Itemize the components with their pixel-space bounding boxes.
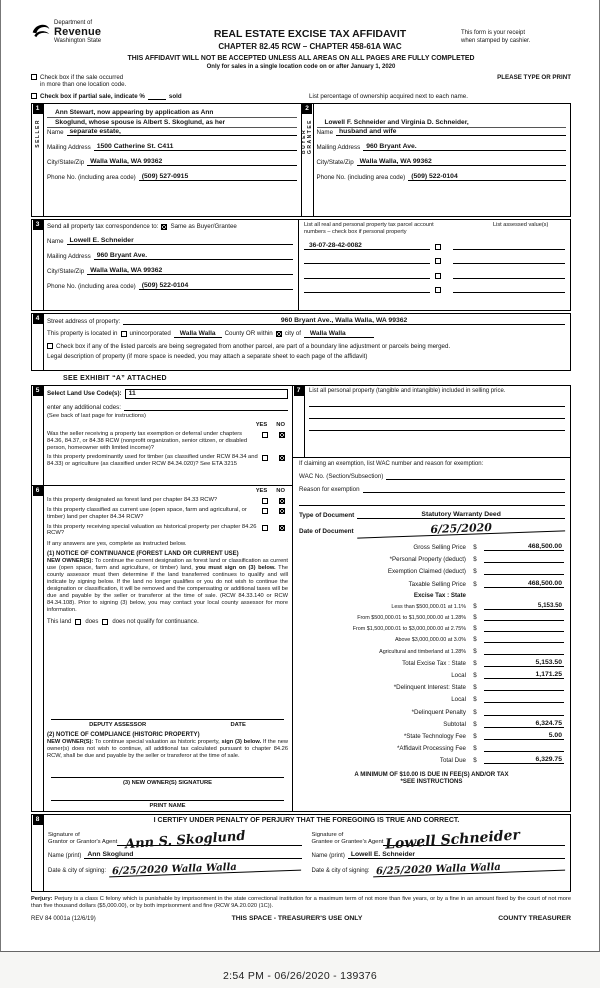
dollar-sign: $ [473, 720, 477, 728]
form-revision: REV 84 0001a (12/6/19) [31, 915, 96, 922]
total-row [299, 744, 564, 752]
grantor-date-city-field[interactable]: 6/25/2020 Walla Walla [109, 861, 302, 878]
section3-tab: 3 [33, 220, 43, 230]
grantee-print-field[interactable]: Lowell E. Schneider [348, 851, 565, 859]
seller-side-label: SELLER [34, 118, 41, 148]
dollar-sign: $ [473, 544, 477, 552]
doc-type-field[interactable]: Statutory Warranty Deed [357, 511, 565, 519]
agency-state: Washington State [54, 38, 102, 44]
additional-codes-field[interactable] [124, 403, 288, 411]
new-owner-signature-label: (3) NEW OWNER(S) SIGNATURE [122, 779, 213, 786]
seller-name-field[interactable]: separate estate, [67, 128, 297, 136]
form-title: REAL ESTATE EXCISE TAX AFFIDAVIT [213, 28, 407, 40]
treasurer-space-label: THIS SPACE - TREASURER'S USE ONLY [231, 915, 363, 923]
money-value-field[interactable] [484, 555, 564, 563]
section7-rail [293, 386, 305, 457]
yes-checkbox[interactable] [262, 498, 268, 504]
see-instructions-note: *SEE INSTRUCTIONS [400, 778, 463, 786]
doc-date-field[interactable]: 6/25/2020 [357, 520, 566, 538]
assessed-value-field[interactable] [453, 256, 565, 264]
total-value-field[interactable]: 1,171.25 [484, 671, 564, 679]
county-or-label: County OR within [224, 330, 273, 338]
additional-codes-label: enter any additional codes: [47, 403, 121, 411]
no-checkbox[interactable] [279, 508, 285, 514]
total-label: Local [451, 696, 466, 704]
reason-label: Reason for exemption [299, 485, 360, 493]
wac-field[interactable] [386, 472, 565, 480]
receipt-note-line1: This form is your receipt [461, 30, 526, 36]
tier-row [299, 635, 564, 643]
seller-name-line2[interactable]: Skoglund, whose spouse is Albert S. Skoglund, as her [47, 118, 297, 128]
assessed-value-field[interactable] [453, 285, 565, 293]
tier-value-field[interactable] [484, 647, 564, 655]
street-address-label: Street address of property: [47, 317, 121, 325]
grantee-signature-block [311, 824, 566, 878]
seller-section [32, 104, 301, 216]
personal-property-checkbox[interactable] [435, 258, 441, 264]
buyer-mailing-field[interactable]: 960 Bryant Ave. [363, 143, 566, 151]
single-location-note: Only for sales in a single location code on or after January 1, 2020 [206, 64, 396, 70]
money-value-field[interactable]: 468,500.00 [484, 580, 564, 588]
total-value-field[interactable]: 6,324.75 [484, 720, 564, 728]
tier-value-field[interactable] [484, 613, 564, 621]
money-label: Exemption Claimed (deduct) [387, 568, 466, 576]
seller-name-area [47, 105, 297, 136]
yes-header: YES [255, 487, 268, 494]
personal-property-line[interactable] [309, 407, 565, 419]
tier-label: Less than $500,000.01 at 1.1% [391, 603, 466, 610]
section8-tab: 8 [33, 815, 43, 825]
total-value-field[interactable] [484, 683, 564, 691]
land-use-label: Select Land Use Code(s): [47, 390, 122, 398]
grantee-signature-label: Signature of Grantee or Grantee's Agent [311, 831, 384, 845]
section7-tab: 7 [294, 386, 304, 396]
personal-property-checkbox[interactable] [435, 244, 441, 250]
receipt-note [461, 20, 571, 46]
grantor-signature: Ann S. Skoglund [124, 828, 247, 853]
parcel-header: List all real and personal property tax parcel account numbers – check box if personal property [304, 221, 434, 235]
buyer-section [301, 104, 571, 216]
see-back-note: (See back of last page for instructions) [47, 412, 146, 419]
corr-mailing-label: Mailing Address [47, 252, 91, 260]
wac-label: WAC No. (Section/Subsection) [299, 472, 384, 480]
partial-sale-percent-field[interactable] [148, 93, 166, 100]
tier-row [299, 647, 564, 655]
land-use-section [31, 385, 293, 486]
doc-date-label: Date of Document [299, 527, 354, 535]
yes-checkbox[interactable] [262, 525, 268, 531]
partial-sale-checkbox[interactable] [31, 93, 37, 99]
buyer-mailing-label: Mailing Address [316, 143, 361, 151]
yes-header: YES [255, 421, 268, 428]
money-label: *Personal Property (deduct) [389, 556, 466, 564]
total-label: *State Technology Fee [403, 732, 466, 740]
corr-phone-field[interactable]: (509) 522-0104 [139, 282, 293, 290]
no-header: NO [276, 421, 285, 428]
question-row [47, 507, 288, 521]
dollar-sign: $ [473, 625, 477, 633]
parties-section [31, 103, 571, 217]
dollar-sign: $ [473, 659, 477, 667]
reason-extra-line[interactable] [299, 498, 565, 506]
same-as-buyer-checkbox[interactable] [161, 224, 167, 230]
county-name-field[interactable]: Walla Walla [174, 330, 222, 338]
dollar-sign: $ [473, 602, 477, 610]
does-label: does [85, 618, 99, 625]
corr-name-label: Name [47, 237, 64, 245]
reason-field[interactable] [363, 485, 565, 493]
dor-logo [31, 20, 159, 44]
question-text: Is this property designated as forest land per chapter 84.33 RCW? [47, 496, 218, 503]
grantor-signature-label: Signature of Grantor or Grantor's Agent [48, 831, 118, 845]
tier-label: Agricultural and timberland at 1.28% [379, 648, 466, 655]
unincorporated-checkbox[interactable] [121, 331, 127, 337]
buyer-phone-field[interactable]: (509) 522-0104 [408, 173, 566, 181]
grantor-print-field[interactable]: Ann Skoglund [84, 851, 301, 859]
this-land-label: This land [47, 618, 72, 625]
buyer-city-label: City/State/Zip [316, 158, 354, 166]
dollar-sign: $ [473, 732, 477, 740]
notice2-body: NEW OWNER(S): To continue special valuation as historic property, sign (3) below. If the new owner(s) does not wish to continue, all additional tax calculated pursuant to chapter 84.26 RCW, shall be due and payable by the seller or transferor at the time of sale. [47, 739, 289, 759]
parcel-row [304, 256, 565, 264]
total-value-field[interactable]: 6,329.75 [484, 756, 564, 764]
exemption-header: If claiming an exemption, list WAC number and reason for exemption: [299, 460, 484, 467]
located-in-label: This property is located in [47, 330, 118, 338]
exemption-block [293, 458, 570, 506]
parcel-number-field[interactable] [304, 285, 430, 293]
parcel-number-field[interactable]: 36-07-28-42-0082 [304, 242, 430, 250]
question-text: Is this property receiving special valuation as historical property per chapter 84.26 RCW? [47, 523, 257, 537]
receipt-note-line2: when stamped by cashier. [461, 37, 531, 44]
street-address-field[interactable]: 960 Bryant Ave., Walla Walla, WA 99362 [123, 317, 565, 325]
multi-location-checkbox[interactable] [31, 74, 37, 80]
partial-sale-label: Check box if partial sale, indicate % [40, 92, 145, 100]
section4-tab: 4 [33, 314, 43, 324]
total-label: Total Excise Tax : State [402, 659, 466, 667]
parcel-list [298, 220, 570, 310]
money-label: Taxable Selling Price [408, 580, 466, 588]
deputy-assessor-signature-line[interactable] [51, 710, 284, 720]
print-name-label: PRINT NAME [149, 802, 186, 809]
question-row [47, 497, 288, 504]
no-checkbox[interactable] [279, 525, 285, 531]
total-label: *Delinquent Penalty [411, 708, 466, 716]
grantee-print-label: Name (print) [311, 852, 345, 859]
buyer-name-line1[interactable]: Lowell F. Schneider and Virginia D. Schneider, [317, 118, 567, 128]
partial-sale-sold-label: sold [168, 92, 182, 100]
city-name-field[interactable]: Walla Walla [304, 330, 374, 338]
tier-row [299, 624, 564, 632]
total-value-field[interactable]: 5,153.50 [484, 659, 564, 667]
total-row [299, 683, 564, 691]
assessed-value-field[interactable] [453, 242, 565, 250]
no-checkbox[interactable] [279, 432, 285, 438]
does-not-checkbox[interactable] [102, 619, 108, 625]
personal-property-line[interactable] [309, 395, 565, 407]
seller-phone-label: Phone No. (including area code) [47, 173, 136, 181]
buyer-side-label-1: BUYER [301, 128, 307, 154]
buyer-name-area [317, 105, 567, 136]
dollar-sign: $ [473, 708, 477, 716]
agency-title: Revenue [54, 26, 102, 38]
tier-value-field[interactable]: 5,153.50 [484, 602, 564, 610]
seller-name-label: Name [47, 128, 64, 136]
tax-computation [293, 535, 570, 811]
total-row [299, 659, 564, 667]
parcel-number-field[interactable] [304, 256, 430, 264]
buyer-phone-label: Phone No. (including area code) [316, 173, 406, 181]
tier-row [299, 613, 564, 621]
question-text: Is this property predominantly used for timber (as classified under RCW 84.34 and 84.33) or agriculture (as classified under RCW 84.34.020)? See ETA 3215 [47, 454, 258, 468]
no-checkbox[interactable] [279, 455, 285, 461]
total-row [299, 708, 564, 716]
personal-property-line[interactable] [309, 419, 565, 431]
ownership-note: List percentage of ownership acquired next to each name. [309, 92, 468, 100]
grantee-signature-field[interactable] [383, 827, 565, 853]
parcel-row [304, 285, 565, 293]
certify-statement: I CERTIFY UNDER PENALTY OF PERJURY THAT THE FOREGOING IS TRUE AND CORRECT. [153, 816, 460, 824]
legal-description-label: Legal description of property (if more space is needed, you may attach a separate sheet to each page of the affidavit) [47, 352, 368, 360]
doc-type-label: Type of Document [299, 511, 355, 519]
personal-property-note: List all personal property (tangible and intangible) included in selling price. [309, 387, 506, 394]
minimum-fee-note: A MINIMUM OF $10.00 IS DUE IN FEE(S) AND/OR TAX [354, 771, 509, 779]
dollar-sign: $ [473, 568, 477, 576]
document-block [293, 506, 570, 535]
agency-dept: Department of [54, 20, 93, 26]
multi-location-label: Check box if the sale occurred in more than one location code. [40, 74, 127, 89]
correspondence-section [31, 219, 571, 311]
seller-rail [32, 104, 44, 216]
city-checkbox[interactable] [276, 331, 282, 337]
section5-tab: 5 [33, 386, 43, 396]
money-row [299, 543, 564, 551]
corr-name-field[interactable]: Lowell E. Schneider [67, 237, 293, 245]
dollar-sign: $ [473, 696, 477, 704]
tier-label: From $1,500,000.01 to $3,000,000.00 at 2.75% [352, 626, 466, 633]
excise-tax-header: Excise Tax : State [413, 591, 466, 599]
buyer-name-field[interactable]: husband and wife [336, 128, 566, 136]
seller-phone-field[interactable]: (509) 527-0915 [139, 173, 297, 181]
does-checkbox[interactable] [75, 619, 81, 625]
seller-city-label: City/State/Zip [47, 158, 85, 166]
excise-tax-header-row [299, 592, 564, 599]
corr-city-label: City/State/Zip [47, 267, 85, 275]
parcel-row [304, 271, 565, 279]
scan-timestamp: 2:54 PM - 06/26/2020 - 139376 [222, 970, 378, 982]
section8-rail [32, 815, 44, 891]
section1-tab: 1 [33, 104, 43, 114]
dollar-sign: $ [473, 556, 477, 564]
date-label: DATE [230, 722, 246, 729]
grantor-date-city-label: Date & city of signing: [48, 867, 107, 874]
dollar-sign: $ [473, 671, 477, 679]
yes-checkbox[interactable] [262, 508, 268, 514]
section4-rail [32, 314, 44, 370]
dollar-sign: $ [473, 684, 477, 692]
money-value-field[interactable] [484, 567, 564, 575]
section6-rail [32, 486, 44, 811]
dollar-sign: $ [473, 647, 477, 655]
dollar-sign: $ [473, 580, 477, 588]
total-label: Local [451, 671, 466, 679]
total-value-field[interactable] [484, 695, 564, 703]
question-text: Was the seller receiving a property tax exemption or deferral under chapters 84.36, 84.37, or 84.38 RCW (nonprofit organization, senior citizen, or disabled person, homeowner with limited income)? [47, 430, 248, 451]
dollar-sign: $ [473, 636, 477, 644]
total-label: *Affidavit Processing Fee [396, 745, 466, 753]
land-use-code-field[interactable]: 11 [125, 389, 288, 399]
no-header: NO [276, 487, 285, 494]
corr-phone-label: Phone No. (including area code) [47, 282, 136, 290]
total-row [299, 756, 564, 764]
does-not-label: does not qualify for continuance. [112, 618, 199, 625]
buyer-rail [302, 104, 314, 216]
same-as-buyer-label: Same as Buyer/Grantee [170, 222, 237, 230]
sale-detail-section [292, 385, 571, 812]
money-row [299, 580, 564, 588]
grantee-signature: Lowell Schneider [384, 827, 521, 853]
notice2-title: (2) NOTICE OF COMPLIANCE (HISTORIC PROPERTY) [47, 732, 200, 739]
dollar-sign: $ [473, 757, 477, 765]
total-value-field[interactable] [484, 708, 564, 716]
section6-tab: 6 [33, 486, 43, 496]
grantor-signature-field[interactable] [117, 828, 301, 853]
tier-label: Above $3,000,000.00 at 3.0% [394, 637, 466, 644]
section5-rail [32, 386, 44, 485]
corr-mailing-field[interactable]: 960 Bryant Ave. [94, 252, 293, 260]
total-row [299, 732, 564, 740]
header [31, 20, 571, 51]
notice1-title: (1) NOTICE OF CONTINUANCE (FOREST LAND OR CURRENT USE) [47, 551, 239, 558]
new-owner-signature-line[interactable] [51, 768, 284, 778]
section3-rail [32, 220, 44, 310]
money-row [299, 567, 564, 575]
personal-property-checkbox[interactable] [435, 287, 441, 293]
tier-value-field[interactable] [484, 624, 564, 632]
parcel-row [304, 242, 565, 250]
total-label: *Delinquent Interest: State [393, 684, 466, 692]
grantor-signature-block [48, 824, 302, 878]
tier-label: From $500,000.01 to $1,500,000.00 at 1.28% [357, 615, 466, 621]
agency-name [54, 20, 101, 44]
tier-value-field[interactable] [484, 635, 564, 643]
segregated-checkbox[interactable] [47, 343, 53, 349]
perjury-text: Perjury is a class C felony which is punishable by imprisonment in the state correctional institution for a maximum term of not more than five years, or by a fine in an amount fixed by the court of not more than five thousand dollars ($5,000.00), or by both imprisonment and fine (RCW 9A.20.020 (1C)). [31, 895, 571, 909]
county-treasurer-label: COUNTY TREASURER [498, 915, 571, 923]
question-text: Is this property classified as current use (open space, farm and agricultural, or timber) land per chapter 84.34 RCW? [47, 506, 247, 520]
seller-mailing-field[interactable]: 1500 Catherine St. C411 [94, 143, 297, 151]
seller-city-field[interactable]: Walla Walla, WA 99362 [87, 158, 296, 166]
dollar-sign: $ [473, 614, 477, 621]
please-type-note: PLEASE TYPE OR PRINT [497, 74, 571, 81]
total-row [299, 671, 564, 679]
certification-section [31, 814, 571, 892]
print-name-line[interactable] [51, 791, 284, 801]
assessed-value-header: List assessed value(s) [493, 221, 549, 228]
seller-mailing-label: Mailing Address [47, 143, 91, 151]
parcel-number-field[interactable] [304, 271, 430, 279]
grantor-print-label: Name (print) [48, 852, 82, 859]
total-row [299, 695, 564, 703]
city-of-label: city of [284, 330, 301, 338]
designation-section [31, 485, 293, 812]
money-value-field[interactable]: 468,500.00 [484, 543, 564, 551]
if-yes-note: If any answers are yes, complete as instructed below. [47, 541, 187, 548]
form-chapter: CHAPTER 82.45 RCW – CHAPTER 458-61A WAC [218, 42, 402, 51]
total-label: Subtotal [443, 720, 466, 728]
partial-sale-option [31, 93, 182, 100]
question-row [47, 524, 288, 538]
property-location-section [31, 313, 571, 371]
dollar-sign: $ [473, 745, 477, 753]
buyer-side-label-2: GRANTEE [307, 118, 313, 154]
assessed-value-field[interactable] [453, 271, 565, 279]
buyer-city-field[interactable]: Walla Walla, WA 99362 [357, 158, 566, 166]
perjury-label: Perjury: [31, 895, 53, 902]
money-row [299, 555, 564, 563]
question-row [47, 431, 288, 451]
grantee-date-city-field[interactable]: 6/25/2020 Walla Walla [372, 861, 565, 878]
money-label: Gross Selling Price [413, 544, 466, 552]
multi-location-option [31, 74, 126, 89]
section2-tab: 2 [302, 104, 312, 114]
deputy-assessor-label: DEPUTY ASSESSOR [89, 722, 147, 729]
grantee-date-city-label: Date & city of signing: [311, 867, 370, 874]
yes-checkbox[interactable] [262, 455, 268, 461]
unincorporated-label: unincorporated [129, 330, 171, 338]
corr-city-field[interactable]: Walla Walla, WA 99362 [87, 267, 293, 275]
perjury-note [31, 896, 571, 910]
buyer-name-label: Name [316, 128, 334, 136]
form-footer [31, 915, 571, 922]
yes-checkbox[interactable] [262, 432, 268, 438]
total-row [299, 720, 564, 728]
total-label: Total Due [439, 757, 466, 765]
tier-row [299, 602, 564, 610]
personal-property-checkbox[interactable] [435, 273, 441, 279]
exhibit-note: SEE EXHIBIT “A” ATTACHED [63, 374, 167, 382]
seller-name-line1[interactable]: Ann Stewart, now appearing by application as Ann [47, 108, 297, 118]
segregated-label: Check box if any of the listed parcels are being segregated from another parcel, are part of a boundary line adjustment or parcels being merged. [56, 342, 451, 350]
revenue-swirl-icon [31, 20, 51, 44]
send-correspondence-label: Send all property tax correspondence to: [47, 222, 159, 230]
question-row [47, 454, 288, 468]
notice1-body: NEW OWNER(S): To continue the current designation as forest land or classification as current use (open space, farm and agriculture, or timber) land, you must sign on (3) below. The county assessor must then determine if the land transferred continues to qualify and will indicate by signing below. If the land no longer qualifies or you do not wish to continue the designation or classification, it will be removed and the compensating or additional taxes will be due and payable by the seller or transferor at the time of sale. (RCW 84.33.140 or RCW 84.34.108). Prior to signing (3) below, you may contact your local county assessor for more information. [47, 558, 288, 613]
total-value-field[interactable] [484, 744, 564, 752]
acceptance-warning: THIS AFFIDAVIT WILL NOT BE ACCEPTED UNLESS ALL AREAS ON ALL PAGES ARE FULLY COMPLETED [127, 55, 475, 62]
no-checkbox[interactable] [279, 498, 285, 504]
total-value-field[interactable]: 5.00 [484, 732, 564, 740]
